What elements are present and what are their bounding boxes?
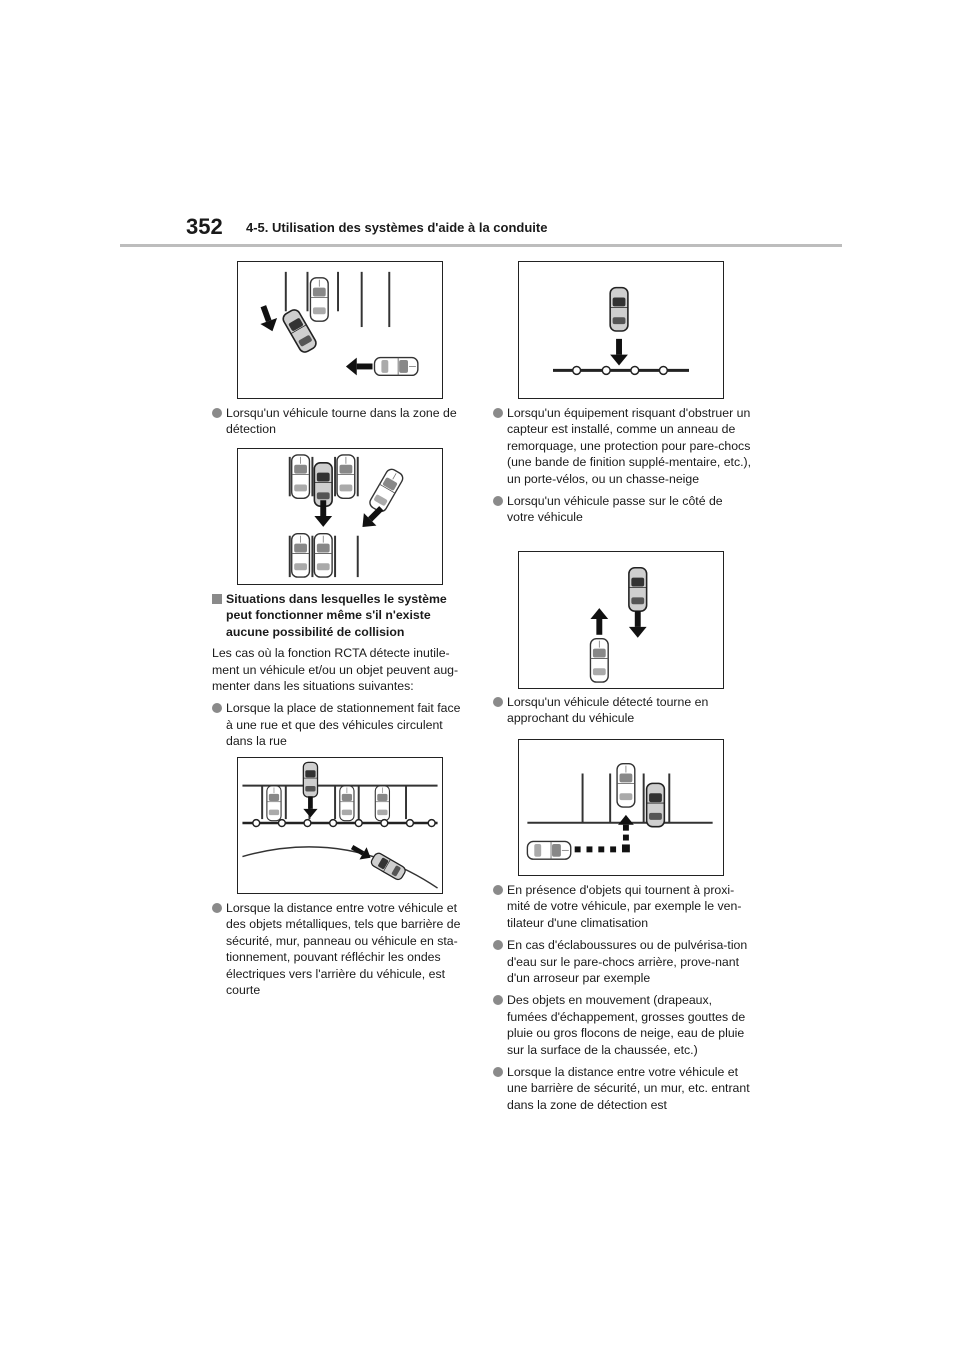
bullet-item [212,900,470,998]
intro-paragraph: Les cas où la fonction RCTA détecte inutile-ment un véhicule et/ou un objet peuvent aug-menter dans les situations suivantes: [212,646,459,694]
bullet-item [493,937,755,986]
bullet-item [493,493,753,526]
bullet-dot [212,903,222,913]
page-number: 352 [186,214,223,239]
bullet-dot [212,408,222,418]
bullet-dot [212,703,222,713]
bullet-dot [493,697,503,707]
bullet-dot [493,885,503,895]
bullet-item [212,405,470,438]
situation-heading: Situations dans lesquelles le système peut fonctionner même s'il n'existe aucune possibilité de collision [212,591,470,640]
figure-parking-lot [237,448,443,585]
bullet-item [212,700,470,749]
bullet-dot [493,940,503,950]
bullet-text: En cas d'éclaboussures ou de pulvérisa-tion d'eau sur le pare-chocs arrière, prove-nant d'un arroseur par exemple [507,938,748,986]
bullet-item [493,405,753,487]
bullet-item [493,882,755,931]
bullet-text: Lorsque la place de stationnement fait face à une rue et que des véhicules circulent dans la rue [226,701,461,749]
bullet-dot [493,995,503,1005]
figure-turning-approach [518,739,724,876]
bullet-dot [493,1067,503,1077]
figure-passing-vehicle [518,551,724,689]
bullet-text: Lorsqu'un véhicule détecté tourne en approchant du véhicule [507,695,709,726]
bullet-dot [493,408,503,418]
bullet-dot [493,496,503,506]
bullet-text: Lorsqu'un équipement risquant d'obstruer un capteur est installé, comme un anneau de remorquage, une protection pour pare-chocs (une bande de finition supplé-mentaire, etc.), un porte-vélos, ou un chasse-neige [507,406,752,486]
bullet-item [493,694,753,727]
bullet-text: Lorsqu'un véhicule passe sur le côté de votre véhicule [507,494,723,525]
header-rule [120,244,842,247]
figure-tow-equipment [518,261,724,399]
bullet-item [493,1064,755,1113]
bullet-item [493,992,755,1058]
figure-street-parking [237,757,443,894]
bullet-text: Lorsqu'un véhicule tourne dans la zone de détection [226,406,457,437]
figure-turning-vehicle [237,261,443,399]
section-title: 4-5. Utilisation des systèmes d'aide à la conduite [246,220,548,235]
bullet-text: Lorsque la distance entre votre véhicule et des objets métalliques, tels que barrière de sécurité, mur, panneau ou véhicule en sta-tionnement, pouvant réfléchir les ondes électriques vers l'arrière du véhicule, est courte [226,901,461,998]
bullet-text: Lorsque la distance entre votre véhicule et une barrière de sécurité, un mur, etc. entrant dans la zone de détection est [507,1065,750,1112]
bullet-text: Des objets en mouvement (drapeaux, fumées d'échappement, grosses gouttes de pluie ou gros flocons de neige, eau de pluie sur la surface de la chaussée, etc.) [507,993,746,1057]
bullet-text: En présence d'objets qui tournent à proxi-mité de votre véhicule, par exemple le ven-tilateur d'une climatisation [507,883,742,930]
heading-square [212,594,222,604]
